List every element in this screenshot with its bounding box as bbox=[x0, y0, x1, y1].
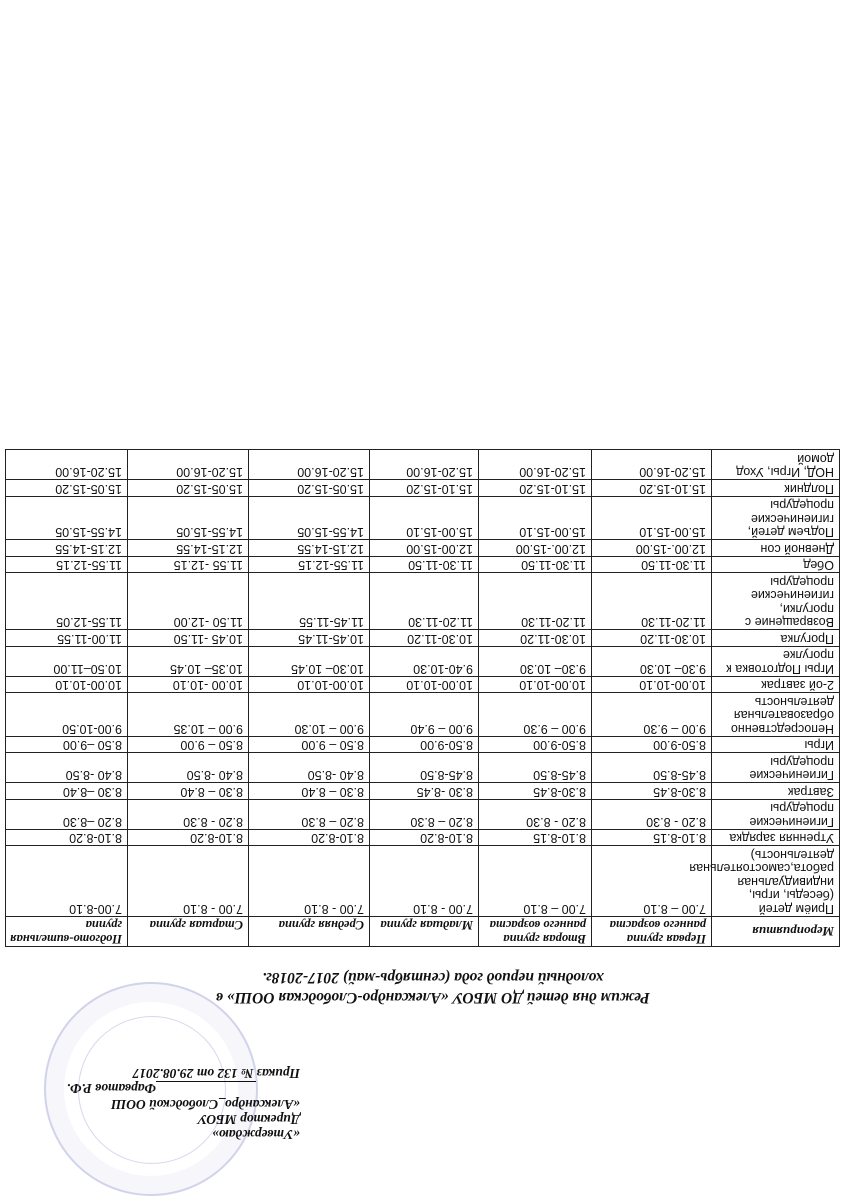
time-cell: 7.00 - 8.10 bbox=[128, 846, 249, 917]
time-cell: 7.00 – 8.10 bbox=[592, 846, 712, 917]
time-cell: 11.20-11.30 bbox=[370, 573, 479, 630]
signature bbox=[156, 1081, 256, 1097]
time-cell: 8.10-8.15 bbox=[592, 830, 712, 847]
table-row bbox=[6, 573, 840, 630]
time-cell: 11.55 -12.15 bbox=[128, 557, 249, 574]
header-group-3: Младшая группа bbox=[370, 917, 479, 947]
time-cell: 9.30– 10.30 bbox=[479, 647, 592, 677]
time-cell: 10.50–11.00 bbox=[6, 647, 128, 677]
time-cell: 10.30– 10.45 bbox=[249, 647, 370, 677]
time-cell: 14.55-15.05 bbox=[6, 497, 128, 541]
time-cell: 8.20 –8.30 bbox=[6, 800, 128, 830]
table-row bbox=[6, 830, 840, 847]
time-cell: 14.55-15.05 bbox=[128, 497, 249, 541]
time-cell: 8.30-8.45 bbox=[479, 783, 592, 800]
time-cell: 11.45-11.55 bbox=[249, 573, 370, 630]
time-cell: 12.00-15.00 bbox=[370, 540, 479, 557]
activity-cell: Непосредственно образовательная деятельность bbox=[712, 693, 840, 737]
table-row bbox=[6, 540, 840, 557]
time-cell: 9.40-10.30 bbox=[370, 647, 479, 677]
time-cell: 7.00-8.10 bbox=[6, 846, 128, 917]
time-cell: 15.10-15.20 bbox=[370, 480, 479, 497]
approval-signature-line bbox=[40, 1081, 300, 1097]
table-row bbox=[6, 480, 840, 497]
table-row bbox=[6, 557, 840, 574]
header-group-6: Подгото-вительная группа bbox=[6, 917, 128, 947]
table-header-row bbox=[6, 917, 840, 947]
time-cell: 15.05-15.20 bbox=[6, 480, 128, 497]
approval-position: Директор МБОУ bbox=[197, 1112, 300, 1127]
time-cell: 11.55-12.15 bbox=[6, 557, 128, 574]
schedule-table bbox=[5, 450, 840, 948]
time-cell: 8.20 – 8.30 bbox=[249, 800, 370, 830]
time-cell: 8.20 – 8.30 bbox=[370, 800, 479, 830]
activity-cell: Возвращение с прогулки, гигиенические процедуры bbox=[712, 573, 840, 630]
time-cell: 8.10-8.20 bbox=[370, 830, 479, 847]
activity-cell: Гигиенические процедуры bbox=[712, 800, 840, 830]
approval-school: «Александро_Слободской ООШ bbox=[111, 1097, 300, 1112]
time-cell: 10.00-10.10 bbox=[370, 677, 479, 694]
activity-cell: Дневной сон bbox=[712, 540, 840, 557]
time-cell: 10.00 -10.10 bbox=[128, 677, 249, 694]
header-group-4: Средняя группа bbox=[249, 917, 370, 947]
time-cell: 10.30-11.20 bbox=[370, 630, 479, 647]
time-cell: 8.30 -8.45 bbox=[370, 783, 479, 800]
time-cell: 10.00-10.10 bbox=[249, 677, 370, 694]
time-cell: 8.50 – 9.00 bbox=[128, 737, 249, 754]
time-cell: 15.20-16.00 bbox=[479, 450, 592, 480]
time-cell: 15.20-16.00 bbox=[6, 450, 128, 480]
activity-cell: 2-ой завтрак bbox=[712, 677, 840, 694]
time-cell: 8.10-8.20 bbox=[128, 830, 249, 847]
activity-cell: Подъем детей, гигиенические процедуры bbox=[712, 497, 840, 541]
time-cell: 9.00 – 9.30 bbox=[592, 693, 712, 737]
activity-cell: Прогулка bbox=[712, 630, 840, 647]
time-cell: 8.45-8.50 bbox=[370, 753, 479, 783]
activity-cell: Полдник bbox=[712, 480, 840, 497]
time-cell: 8.40 -8.50 bbox=[6, 753, 128, 783]
activity-cell: Завтрак bbox=[712, 783, 840, 800]
time-cell: 10.45 -11.50 bbox=[128, 630, 249, 647]
approval-heading: «Утверждаю» bbox=[212, 1127, 300, 1142]
time-cell: 11.30-11.50 bbox=[370, 557, 479, 574]
time-cell: 8.20 - 8.30 bbox=[128, 800, 249, 830]
time-cell: 10.30-11.20 bbox=[592, 630, 712, 647]
schedule-body bbox=[6, 450, 840, 917]
activity-cell: Утренняя зарядка bbox=[712, 830, 840, 847]
time-cell: 8.45-8.50 bbox=[479, 753, 592, 783]
time-cell: 12.15-14.55 bbox=[128, 540, 249, 557]
time-cell: 9.00-10.50 bbox=[6, 693, 128, 737]
table-row bbox=[6, 630, 840, 647]
time-cell: 15.00-15.10 bbox=[370, 497, 479, 541]
table-row bbox=[6, 800, 840, 830]
time-cell: 9.00 – 9.40 bbox=[370, 693, 479, 737]
time-cell: 7.00 - 8.10 bbox=[249, 846, 370, 917]
time-cell: 9.00 – 10.30 bbox=[249, 693, 370, 737]
time-cell: 11.30-11.50 bbox=[592, 557, 712, 574]
table-row bbox=[6, 846, 840, 917]
header-group-5: Старшая группа bbox=[128, 917, 249, 947]
time-cell: 8.50-9.00 bbox=[479, 737, 592, 754]
time-cell: 11.55-12.05 bbox=[6, 573, 128, 630]
time-cell: 8.50 –9.00 bbox=[6, 737, 128, 754]
time-cell: 11.00-11.55 bbox=[6, 630, 128, 647]
activity-cell: Обед bbox=[712, 557, 840, 574]
time-cell: 10.35– 10.45 bbox=[128, 647, 249, 677]
title-line-2: холодный период года (сентябрь-май) 2017-2018г. bbox=[262, 969, 604, 986]
table-row bbox=[6, 497, 840, 541]
time-cell: 15.20-16.00 bbox=[592, 450, 712, 480]
time-cell: 15.10-15.20 bbox=[592, 480, 712, 497]
table-row bbox=[6, 450, 840, 480]
activity-cell: Приём детей (беседы, игры, индивидуальная работа,самостоятельная деятельность) bbox=[712, 846, 840, 917]
time-cell: 7.00 – 8.10 bbox=[479, 846, 592, 917]
time-cell: 15.05-15.20 bbox=[128, 480, 249, 497]
approval-director: Фарватов Р.Ф. bbox=[66, 1081, 156, 1096]
title-line-1: Режим дня детей ДО МБОУ «Александро-Слободская ООШ» в bbox=[216, 989, 650, 1006]
approval-order: Приказ № 132 от 29.08.2017 bbox=[132, 1066, 300, 1081]
time-cell: 9.00 – 10.35 bbox=[128, 693, 249, 737]
time-cell: 7.00 - 8.10 bbox=[370, 846, 479, 917]
activity-cell: Гигиенические процедуры bbox=[712, 753, 840, 783]
header-group-1: Первая группа раннего возраста bbox=[592, 917, 712, 947]
time-cell: 15.20-16.00 bbox=[249, 450, 370, 480]
time-cell: 8.50-9.00 bbox=[592, 737, 712, 754]
time-cell: 8.40 -8.50 bbox=[128, 753, 249, 783]
activity-cell: Игры Подготовка к прогулке bbox=[712, 647, 840, 677]
time-cell: 15.00-15.10 bbox=[592, 497, 712, 541]
time-cell: 8.20 - 8.30 bbox=[592, 800, 712, 830]
time-cell: 15.05-15.20 bbox=[249, 480, 370, 497]
time-cell: 15.20-16.00 bbox=[128, 450, 249, 480]
time-cell: 15.10-15.20 bbox=[479, 480, 592, 497]
time-cell: 11.20-11.30 bbox=[592, 573, 712, 630]
document-title bbox=[60, 967, 806, 1007]
time-cell: 11.50 -12.00 bbox=[128, 573, 249, 630]
header-activity: Мероприятия bbox=[712, 917, 840, 947]
time-cell: 12.00.-15.00 bbox=[479, 540, 592, 557]
table-row bbox=[6, 647, 840, 677]
approval-block bbox=[40, 1066, 300, 1142]
time-cell: 11.20-11.30 bbox=[479, 573, 592, 630]
time-cell: 15.20-16.00 bbox=[370, 450, 479, 480]
table-row bbox=[6, 693, 840, 737]
time-cell: 8.10-8.15 bbox=[479, 830, 592, 847]
time-cell: 8.30 – 8.40 bbox=[249, 783, 370, 800]
time-cell: 12.15-14.55 bbox=[6, 540, 128, 557]
table-row bbox=[6, 783, 840, 800]
time-cell: 9.30– 10.30 bbox=[592, 647, 712, 677]
time-cell: 11.55-12.15 bbox=[249, 557, 370, 574]
time-cell: 8.20 - 8.30 bbox=[479, 800, 592, 830]
time-cell: 10.30-11.20 bbox=[479, 630, 592, 647]
time-cell: 8.10-8.20 bbox=[6, 830, 128, 847]
table-row bbox=[6, 753, 840, 783]
time-cell: 9.00 – 9.30 bbox=[479, 693, 592, 737]
time-cell: 8.30 –8.40 bbox=[6, 783, 128, 800]
time-cell: 8.30 – 8.40 bbox=[128, 783, 249, 800]
time-cell: 12.15-14.55 bbox=[249, 540, 370, 557]
time-cell: 10.00-10.10 bbox=[479, 677, 592, 694]
activity-cell: НОД, Игры, Уход домой bbox=[712, 450, 840, 480]
time-cell: 8.45-8.50 bbox=[592, 753, 712, 783]
time-cell: 12.00.-15.00 bbox=[592, 540, 712, 557]
table-row bbox=[6, 677, 840, 694]
time-cell: 15.00-15.10 bbox=[479, 497, 592, 541]
time-cell: 8.30-8.45 bbox=[592, 783, 712, 800]
time-cell: 10.00-10.10 bbox=[6, 677, 128, 694]
time-cell: 8.10-8.20 bbox=[249, 830, 370, 847]
time-cell: 10.45-11.45 bbox=[249, 630, 370, 647]
table-row bbox=[6, 737, 840, 754]
time-cell: 8.40 -8.50 bbox=[249, 753, 370, 783]
time-cell: 8.50 – 9.00 bbox=[249, 737, 370, 754]
activity-cell: Игры bbox=[712, 737, 840, 754]
time-cell: 8.50-9.00 bbox=[370, 737, 479, 754]
header-group-2: Вторая группа раннего возраста bbox=[479, 917, 592, 947]
time-cell: 14.55-15.05 bbox=[249, 497, 370, 541]
time-cell: 11.30-11.50 bbox=[479, 557, 592, 574]
time-cell: 10.00-10.10 bbox=[592, 677, 712, 694]
